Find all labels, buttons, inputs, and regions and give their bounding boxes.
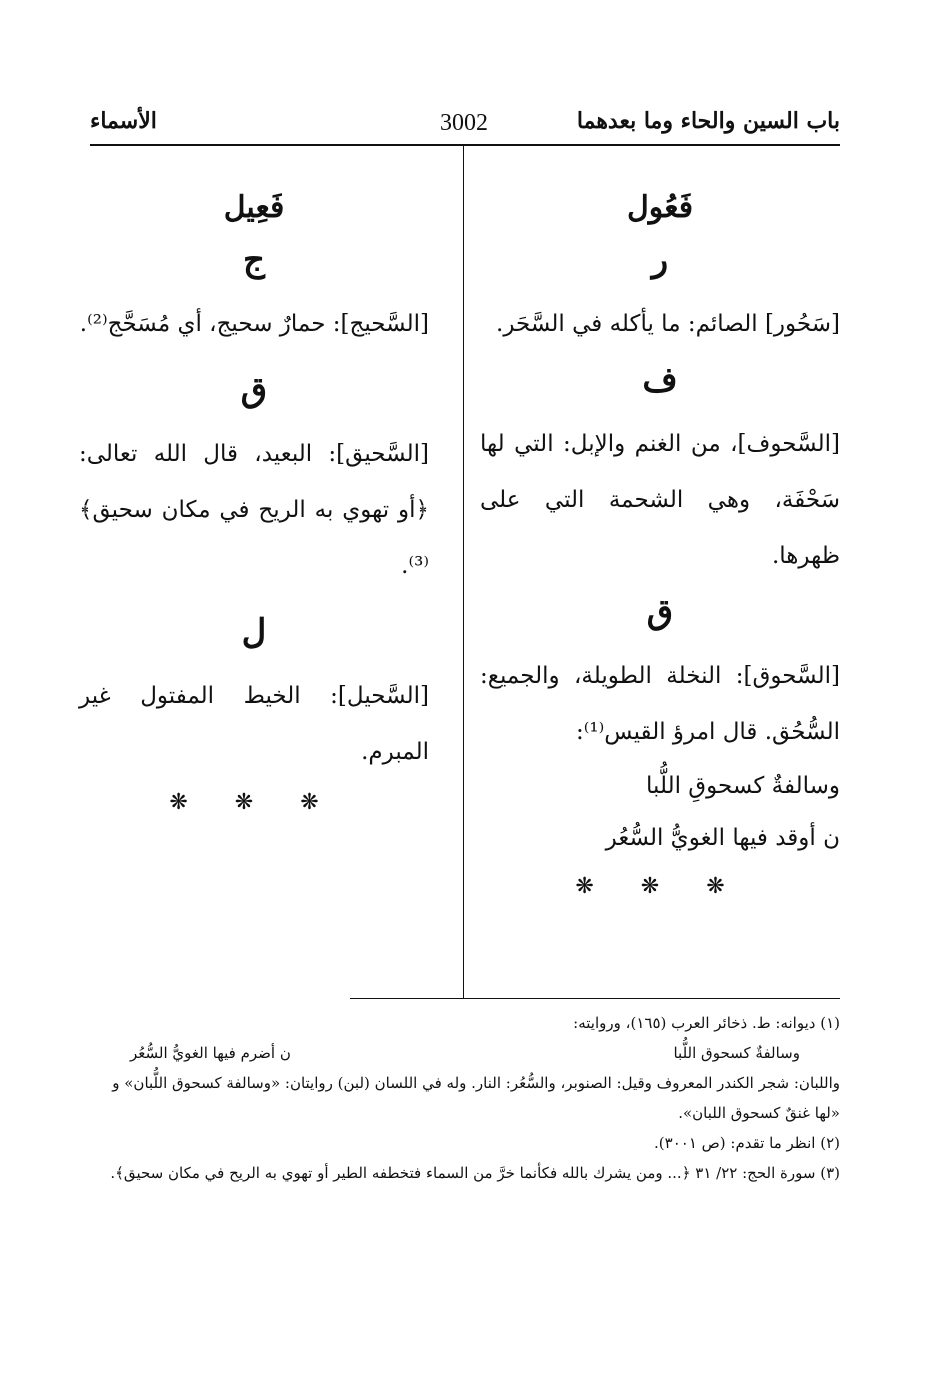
column-divider [463, 146, 464, 998]
footnote-1-intro: (١) ديوانه: ط. ذخائر العرب (١٦٥)، وروايته: [573, 1014, 840, 1032]
entry-sahil: [السَّحيل]: الخيط المفتول غير المبرم. [79, 683, 429, 765]
footnote-2: (٢) انظر ما تقدم: (ص ٣٠٠١). [654, 1134, 840, 1152]
section-separator: ❋ ❋ ❋ [575, 874, 745, 899]
letter-heading-q: ق [646, 592, 674, 632]
letter-heading-l: ل [241, 612, 267, 652]
entry-sahiq: [السَّحيق]: البعيد، قال الله تعالى: ﴿أو تهوي به الريح في مكان سحيق﴾⁽³⁾. [79, 441, 429, 579]
entry-sahuq: [السَّحوق]: النخلة الطويلة، والجميع: السُّحُق. قال امرؤ القيس⁽¹⁾: [480, 663, 840, 745]
header-rule [90, 144, 840, 146]
chapter-title: باب السين والحاء وما بعدهما [576, 108, 840, 134]
footnotes [90, 1008, 840, 1188]
page-header [90, 108, 840, 148]
footnote-1-verse [90, 1038, 840, 1068]
right-column [480, 160, 840, 899]
verse-line-2: ن أوقد فيها الغويُّ السُّعُر [605, 825, 840, 851]
footnote-verse-second-half: ن أضرم فيها الغويُّ السُّعُر [130, 1044, 291, 1062]
pattern-heading-fail: فَعِيل [223, 190, 285, 225]
footnote-verse-first-half: وسالفةٌ كسحوق اللُّبا [673, 1044, 800, 1062]
pattern-heading-faul: فَعُول [626, 190, 694, 225]
entry-sahur: [سَحُور] الصائم: ما يأكله في السَّحَر. [496, 311, 840, 337]
section-title: الأسماء [90, 108, 157, 134]
page-number: 3002 [440, 110, 488, 136]
footnote-1-note: واللبان: شجر الكندر المعروف وقيل: الصنوبر، والسُّعُر: النار. وله في اللسان (لبن) روايتان: «وسالفة كسحوق اللُّبان» و «لها غنقٌ كسحوق اللبان». [112, 1074, 840, 1122]
footnote-3: (٣) سورة الحج: ٢٢/ ٣١ ﴿... ومن يشرك بالله فكأنما خرَّ من السماء فتخطفه الطير أو تهوي به الريح في مكان سحيق﴾. [110, 1164, 840, 1182]
verse-line-1: وسالفةٌ كسحوقِ اللُّبا [646, 773, 840, 799]
footnote-rule [350, 998, 840, 999]
letter-heading-j: ج [243, 240, 265, 280]
entry-sahuf: [السَّحوف]، من الغنم والإبل: التي لها سَحْفَة، وهي الشحمة التي على ظهرها. [480, 431, 840, 569]
section-separator: ❋ ❋ ❋ [169, 790, 339, 815]
letter-heading-r: ر [651, 240, 669, 280]
entry-sahij: [السَّحيج]: حمارٌ سحيج، أي مُسَحَّج⁽²⁾. [79, 311, 429, 337]
left-column [79, 160, 429, 815]
letter-heading-f: ف [642, 360, 678, 400]
letter-heading-q: ق [240, 370, 268, 410]
